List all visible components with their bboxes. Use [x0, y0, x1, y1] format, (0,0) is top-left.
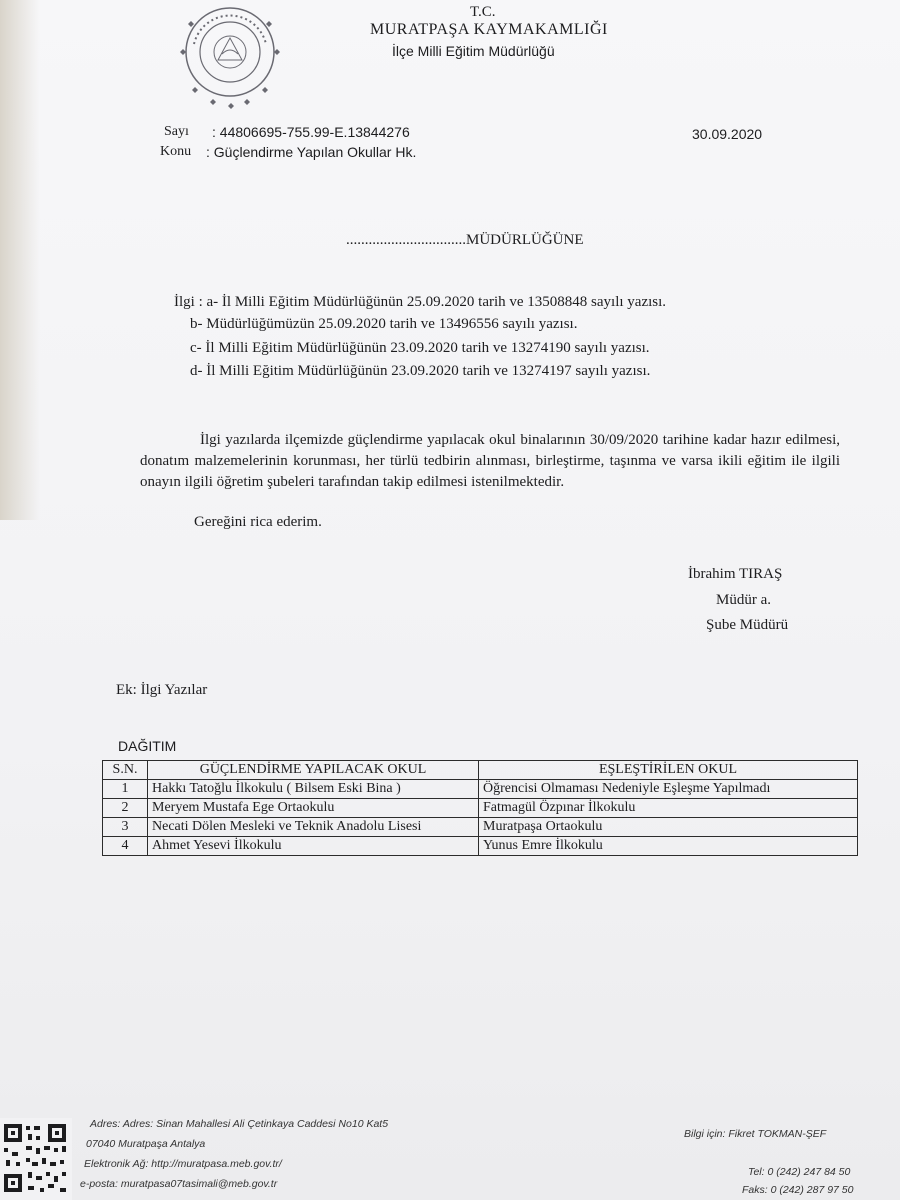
- signatory-position: Şube Müdürü: [706, 617, 789, 633]
- footer-address-line1: Adres: Adres: Sinan Mahallesi Ali Çetinkaya Caddesi No10 Kat5: [90, 1118, 389, 1130]
- ilgi-item-a: İlgi : a- İl Milli Eğitim Müdürlüğünün 25.09.2020 tarih ve 13508848 sayılı yazısı.: [174, 294, 667, 310]
- table-row: [103, 780, 858, 799]
- footer-address-line2: 07040 Muratpaşa Antalya: [86, 1138, 206, 1150]
- konu-label: Konu: [160, 144, 192, 159]
- distribution-title: DAĞITIM: [118, 738, 177, 754]
- konu-value: : Güçlendirme Yapılan Okullar Hk.: [206, 144, 417, 160]
- table-header-row: [103, 761, 858, 780]
- ilgi-item-c: c- İl Milli Eğitim Müdürlüğünün 23.09.2020 tarih ve 13274190 sayılı yazısı.: [190, 340, 650, 356]
- ilgi-item-d: d- İl Milli Eğitim Müdürlüğünün 23.09.2020 tarih ve 13274197 sayılı yazısı.: [190, 363, 651, 379]
- footer-fax: Faks: 0 (242) 287 97 50: [742, 1184, 854, 1196]
- table-row: [103, 799, 858, 818]
- qr-code-icon: [0, 1118, 72, 1200]
- school-name: Hakkı Tatoğlu İlkokulu ( Bilsem Eski Bina ): [148, 780, 479, 799]
- header-department: İlçe Milli Eğitim Müdürlüğü: [392, 43, 555, 59]
- footer-phone: Tel: 0 (242) 247 84 50: [748, 1166, 851, 1178]
- matched-school: Fatmagül Özpınar İlkokulu: [479, 799, 858, 818]
- matched-school: Öğrencisi Olmaması Nedeniyle Eşleşme Yapılmadı: [479, 780, 858, 799]
- header-matched-school: EŞLEŞTİRİLEN OKUL: [479, 761, 858, 780]
- row-number: 4: [103, 837, 148, 856]
- table-row: [103, 818, 858, 837]
- header-republic: T.C.: [470, 4, 496, 20]
- header-sn: S.N.: [103, 761, 148, 780]
- row-number: 3: [103, 818, 148, 837]
- signatory-name: İbrahim TIRAŞ: [688, 566, 783, 582]
- matched-school: Yunus Emre İlkokulu: [479, 837, 858, 856]
- closing-phrase: Gereğini rica ederim.: [194, 514, 322, 530]
- page-edge-shadow: [0, 0, 40, 520]
- header-school: GÜÇLENDİRME YAPILACAK OKUL: [148, 761, 479, 780]
- distribution-table: [102, 760, 858, 856]
- ilgi-item-b: b- Müdürlüğümüzün 25.09.2020 tarih ve 13496556 sayılı yazısı.: [190, 316, 578, 332]
- school-name: Necati Dölen Mesleki ve Teknik Anadolu Lisesi: [148, 818, 479, 837]
- footer-web: Elektronik Ağ: http://muratpasa.meb.gov.tr/: [84, 1158, 282, 1170]
- header-institution: MURATPAŞA KAYMAKAMLIĞI: [370, 21, 608, 38]
- body-paragraph: [140, 430, 840, 493]
- footer-info-contact: Bilgi için: Fikret TOKMAN-ŞEF: [684, 1128, 827, 1140]
- table-row: [103, 837, 858, 856]
- sayi-value: : 44806695-755.99-E.13844276: [212, 124, 410, 140]
- document-date: 30.09.2020: [692, 126, 763, 142]
- row-number: 1: [103, 780, 148, 799]
- row-number: 2: [103, 799, 148, 818]
- meb-seal-logo: [170, 2, 290, 112]
- attachment-note: Ek: İlgi Yazılar: [116, 682, 208, 698]
- addressee: ................................MÜDÜRLÜĞÜNE: [346, 232, 584, 248]
- body-paragraph-text: İlgi yazılarda ilçemizde güçlendirme yapılacak okul binalarının 30/09/2020 tarihine kadar hazır edilmesi, donatım malzemelerinin korunması, her türlü tedbirin alınması, birleştirme, taşınma ve varsa ikili eğitim ile ilgili onayın ilgili öğretim şubeleri tarafından takip edilmesi istenilmektedir.: [140, 432, 840, 490]
- footer-email: e-posta: muratpasa07tasimali@meb.gov.tr: [80, 1178, 278, 1190]
- sayi-label: Sayı: [164, 124, 189, 139]
- signatory-title: Müdür a.: [716, 592, 771, 608]
- school-name: Ahmet Yesevi İlkokulu: [148, 837, 479, 856]
- school-name: Meryem Mustafa Ege Ortaokulu: [148, 799, 479, 818]
- matched-school: Muratpaşa Ortaokulu: [479, 818, 858, 837]
